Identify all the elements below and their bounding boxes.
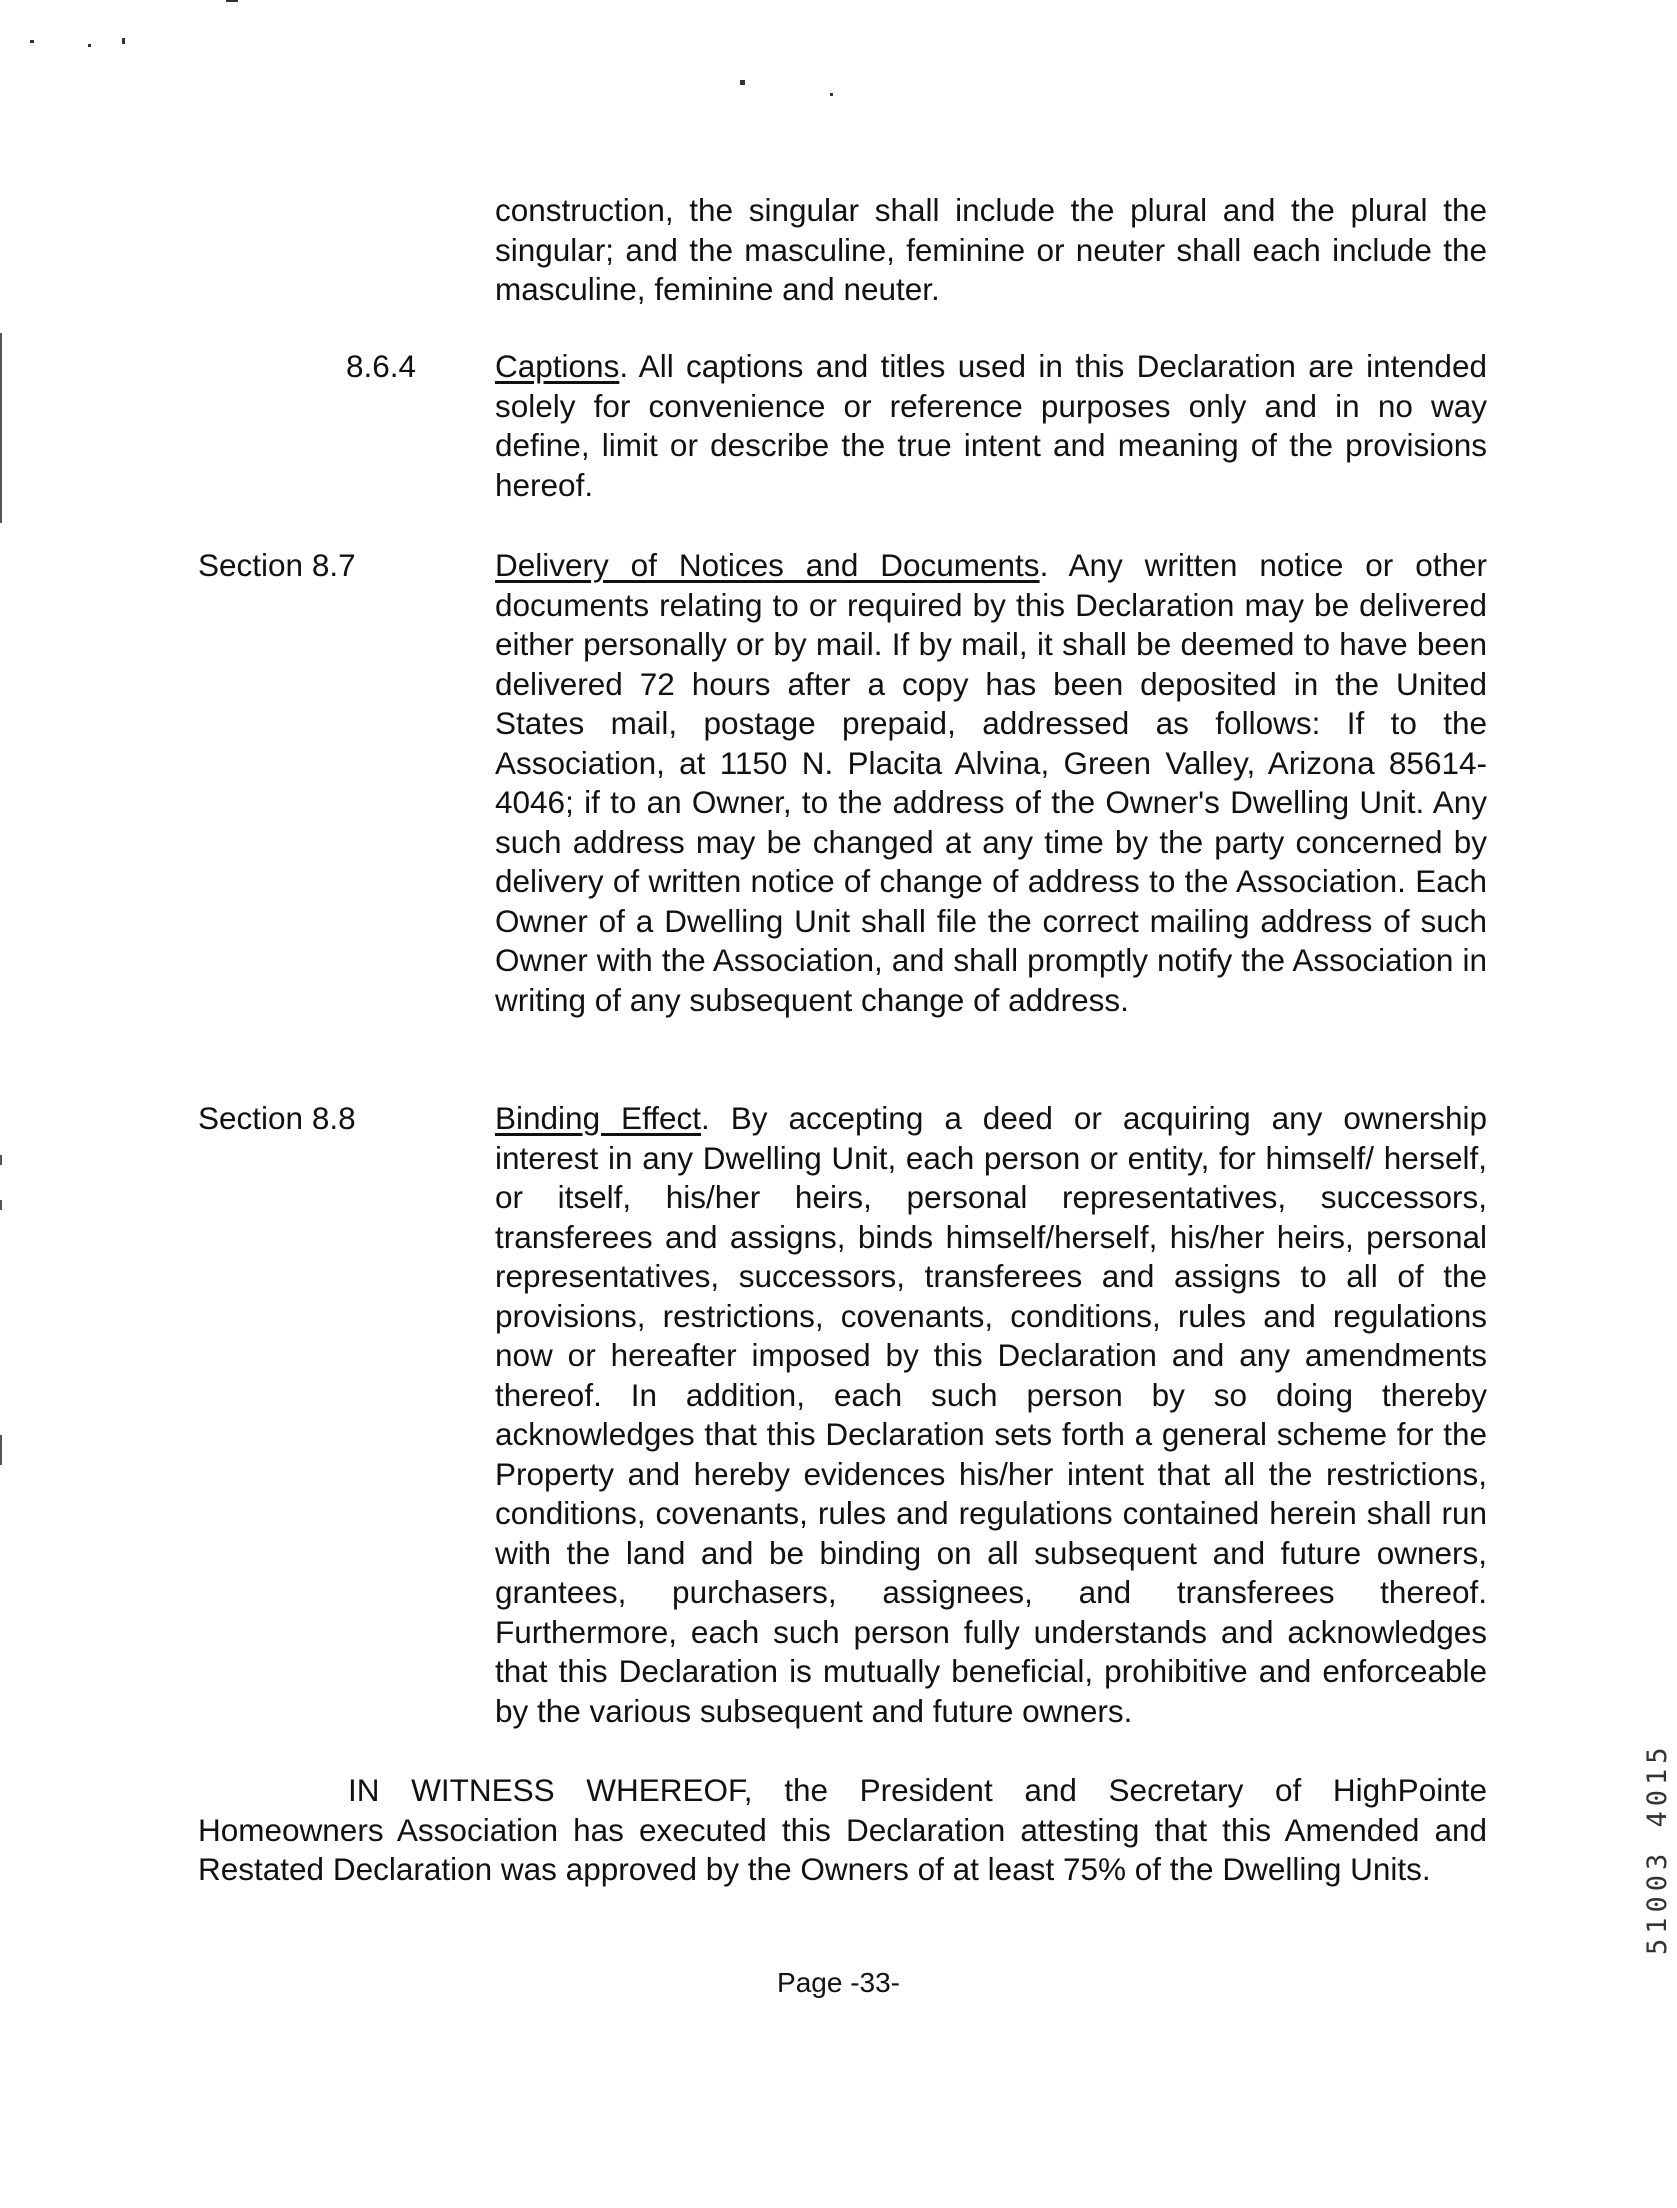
section-number-8-8: Section 8.8 [198,1100,356,1136]
section-8-7-paragraph [495,546,1487,1020]
section-8-7-text: . Any written notice or other documents relating to or required by this Declaration may be delivered either personally or by mail. If by mail, it shall be deemed to have been delivered 72 hours after a copy has been deposited in the United States mail, postage prepaid, addressed as follows: If to the Association, at 1150 N. Placita Alvina, Green Valley, Arizona 85614-4046; if to an Owner, to the address of the Owner's Dwelling Unit. Any such address may be changed at any time by the party concerned by delivery of written notice of change of address to the Association. Each Owner of a Dwelling Unit shall file the correct mailing address of such Owner with the Association, and shall promptly notify the Association in writing of any subsequent change of address. [495,547,1487,1018]
scan-speck [88,44,91,47]
margin-recording-number: 51003 4015 [1642,1742,1673,1955]
scan-speck [226,0,238,2]
margin-recording-stamp [1604,1575,1673,1955]
section-8-8-paragraph [495,1099,1487,1731]
section-number-8-6-4: 8.6.4 [346,348,417,384]
scan-margin-line [0,1435,2,1465]
page-number: Page -33- [777,1967,900,1998]
section-8-6-4-paragraph [495,347,1487,505]
scan-margin-line [0,1200,2,1210]
section-8-8-caption: Binding Effect [495,1100,702,1136]
scan-margin-line [0,333,2,523]
section-8-7-caption: Delivery of Notices and Documents [495,547,1040,583]
scan-speck [830,93,833,96]
section-8-6-4-caption: Captions [495,348,620,384]
scan-speck [740,80,745,85]
section-8-8-text: . By accepting a deed or acquiring any ownership interest in any Dwelling Unit, each person or entity, for himself/ herself, or itself, his/her heirs, personal representatives, successors, transferees and assigns, binds himself/herself, his/her heirs, personal representatives, successors, transferees and assigns to all of the provisions, restrictions, covenants, conditions, rules and regulations now or hereafter imposed by this Declaration and any amendments thereof. In addition, each such person by so doing thereby acknowledges that this Declaration sets forth a general scheme for the Property and hereby evidences his/her intent that all the restrictions, conditions, covenants, rules and regulations contained herein shall run with the land and be binding on all subsequent and future owners, grantees, purchasers, assignees, and transferees thereof. Furthermore, each such person fully understands and acknowledges that this Declaration is mutually beneficial, prohibitive and enforceable by the various subsequent and future owners. [495,1100,1487,1729]
section-8-6-4-text: . All captions and titles used in this Declaration are intended solely for convenience or reference purposes only and in no way define, limit or describe the true intent and meaning of the provisions hereof. [495,348,1487,503]
scan-margin-line [0,1155,2,1165]
scan-speck [30,40,34,43]
section-number-8-7: Section 8.7 [198,547,356,583]
intro-paragraph: construction, the singular shall include the plural and the plural the singular; and the masculine, feminine or neuter shall each include the masculine, feminine and neuter. [495,192,1487,307]
witness-paragraph: IN WITNESS WHEREOF, the President and Secretary of HighPointe Homeowners Association has executed this Declaration attesting that this Amended and Restated Declaration was approved by the Owners of at least 75% of the Dwelling Units. [198,1772,1487,1887]
scan-speck [122,38,125,44]
